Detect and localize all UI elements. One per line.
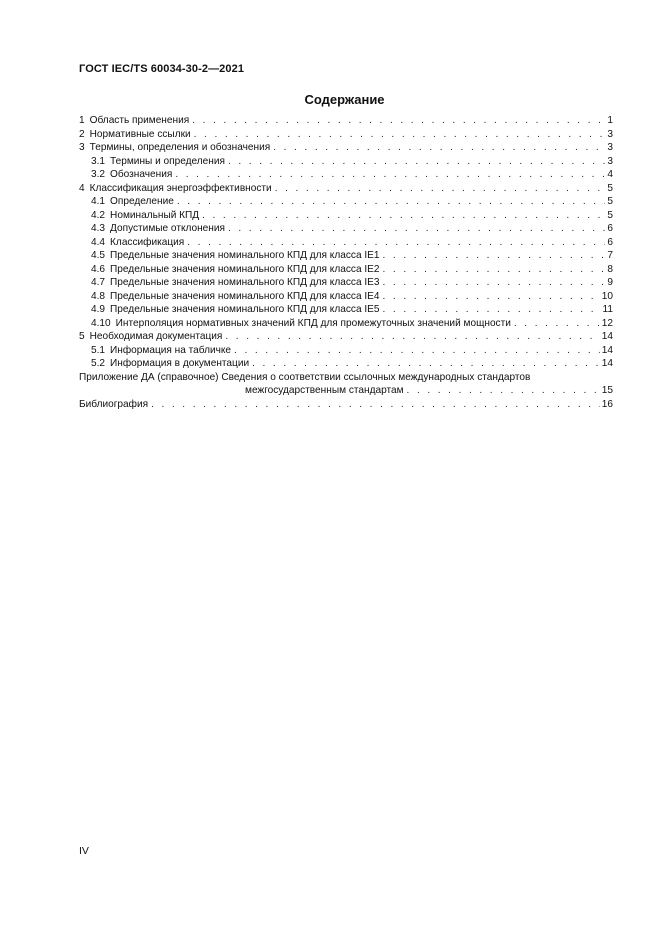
toc-entry-page: 14 — [601, 358, 613, 369]
toc-entry-title: Предельные значения номинального КПД для класса IE1 — [110, 250, 380, 261]
toc-entry-page: 6 — [607, 223, 613, 234]
toc-entry-page: 11 — [602, 304, 613, 315]
toc-entry-annex[interactable] — [79, 371, 613, 398]
toc-leader-dots — [275, 182, 606, 196]
toc-entry-title: Предельные значения номинального КПД для класса IE4 — [110, 290, 380, 302]
toc-entry-5-1[interactable] — [79, 344, 613, 358]
toc-entry-number: 4.7 — [91, 277, 106, 288]
toc-entry-page: 5 — [607, 196, 613, 207]
toc-leader-dots — [407, 384, 600, 398]
toc-entry-4-4[interactable] — [79, 236, 613, 250]
toc-entry-number: 5.2 — [91, 358, 106, 369]
toc-entry-4-5[interactable] — [79, 249, 613, 263]
toc-entry-4-8[interactable] — [79, 290, 613, 304]
toc-entry-number: 3.1 — [91, 155, 106, 167]
toc-entry-number: 5 — [79, 331, 85, 342]
toc-entry-title: Классификация энергоэффективности — [89, 182, 272, 194]
toc-entry-number: 4.5 — [91, 250, 106, 261]
toc-entry-page: 9 — [607, 277, 613, 288]
toc-entry-1[interactable] — [79, 114, 613, 128]
toc-entry-3-2[interactable] — [79, 168, 613, 182]
toc-entry-page: 5 — [607, 209, 613, 221]
document-header: ГОСТ IEC/TS 60034-30-2—2021 — [79, 63, 245, 75]
toc-leader-dots — [192, 114, 605, 128]
toc-entry-page: 14 — [601, 331, 613, 342]
toc-entry-4[interactable] — [79, 182, 613, 196]
table-of-contents — [79, 114, 613, 411]
toc-leader-dots — [383, 249, 606, 263]
toc-entry-number: 4.1 — [91, 196, 106, 207]
toc-entry-title: Информация на табличке — [110, 344, 232, 356]
toc-leader-dots — [202, 209, 605, 223]
toc-entry-number: 4.8 — [91, 290, 106, 302]
toc-entry-title: Необходимая документация — [89, 331, 223, 342]
toc-entry-3-1[interactable] — [79, 155, 613, 169]
toc-leader-dots — [177, 195, 606, 209]
toc-entry-number: 3 — [79, 142, 85, 153]
toc-leader-dots — [383, 263, 606, 277]
toc-leader-dots — [383, 303, 601, 317]
toc-entry-number: 4.10 — [91, 317, 111, 329]
toc-entry-4-7[interactable] — [79, 276, 613, 290]
toc-entry-title: Предельные значения номинального КПД для класса IE5 — [110, 304, 380, 315]
toc-leader-dots — [187, 236, 605, 250]
toc-entry-number: 4.3 — [91, 223, 106, 234]
toc-entry-page: 10 — [601, 290, 613, 302]
toc-leader-dots — [383, 290, 600, 304]
toc-entry-title: Нормативные ссылки — [89, 128, 191, 140]
toc-leader-dots — [228, 155, 605, 169]
toc-entry-4-6[interactable] — [79, 263, 613, 277]
toc-entry-4-2[interactable] — [79, 209, 613, 223]
toc-entry-number: 4.6 — [91, 263, 106, 275]
toc-entry-page: 6 — [607, 236, 613, 248]
toc-leader-dots — [228, 222, 605, 236]
toc-entry-bibliography[interactable] — [79, 398, 613, 412]
toc-entry-title: Обозначения — [110, 169, 173, 180]
toc-entry-title: Предельные значения номинального КПД для класса IE2 — [110, 263, 380, 275]
toc-entry-number: 4.4 — [91, 236, 106, 248]
toc-entry-number: 4.2 — [91, 209, 106, 221]
toc-leader-dots — [225, 330, 599, 344]
toc-entry-page: 16 — [601, 398, 613, 410]
toc-entry-5[interactable] — [79, 330, 613, 344]
toc-entry-page: 12 — [601, 317, 613, 329]
toc-entry-title: Предельные значения номинального КПД для класса IE3 — [110, 277, 380, 288]
toc-entry-number: 1 — [79, 115, 85, 126]
page-number: IV — [79, 845, 89, 857]
toc-entry-number: 2 — [79, 128, 85, 140]
toc-entry-page: 15 — [601, 385, 613, 396]
toc-entry-number: 3.2 — [91, 169, 106, 180]
toc-entry-page: 4 — [607, 169, 613, 180]
toc-entry-title: Определение — [110, 196, 174, 207]
toc-leader-dots — [273, 141, 605, 155]
toc-leader-dots — [175, 168, 605, 182]
toc-entry-page: 5 — [607, 182, 613, 194]
toc-entry-title: Информация в документации — [110, 358, 250, 369]
toc-entry-number: 4 — [79, 182, 85, 194]
toc-entry-title: Номинальный КПД — [110, 209, 200, 221]
toc-entry-page: 8 — [607, 263, 613, 275]
toc-entry-page: 3 — [607, 142, 613, 153]
toc-title: Содержание — [304, 92, 385, 107]
toc-entry-title: Термины и определения — [110, 155, 225, 167]
toc-entry-page: 1 — [607, 115, 613, 126]
toc-entry-title: Библиография — [79, 398, 149, 410]
toc-entry-page: 3 — [607, 128, 613, 140]
toc-leader-dots — [514, 317, 600, 331]
toc-entry-page: 7 — [607, 250, 613, 261]
toc-entry-number: 4.9 — [91, 304, 106, 315]
toc-entry-4-1[interactable] — [79, 195, 613, 209]
toc-entry-page: 14 — [601, 344, 613, 356]
toc-entry-title: Термины, определения и обозначения — [89, 142, 271, 153]
toc-entry-4-10[interactable] — [79, 317, 613, 331]
toc-entry-title: Допустимые отклонения — [110, 223, 225, 234]
toc-entry-5-2[interactable] — [79, 357, 613, 371]
toc-leader-dots — [383, 276, 606, 290]
toc-leader-dots — [194, 128, 606, 142]
toc-leader-dots — [252, 357, 600, 371]
toc-entry-3[interactable] — [79, 141, 613, 155]
toc-leader-dots — [151, 398, 600, 412]
toc-entry-2[interactable] — [79, 128, 613, 142]
toc-entry-title: Область применения — [89, 115, 190, 126]
toc-leader-dots — [234, 344, 600, 358]
toc-entry-page: 3 — [607, 155, 613, 167]
toc-entry-title: Классификация — [110, 236, 185, 248]
toc-entry-4-3[interactable] — [79, 222, 613, 236]
annex-title-line1: Приложение ДА (справочное) Сведения о соответствии ссылочных международных стандартов — [79, 371, 531, 383]
toc-entry-4-9[interactable] — [79, 303, 613, 317]
toc-entry-number: 5.1 — [91, 344, 106, 356]
annex-title-line2: межгосударственным стандартам — [245, 385, 404, 396]
annex-title-line2-row — [79, 384, 613, 398]
toc-entry-title: Интерполяция нормативных значений КПД для промежуточных значений мощности — [115, 317, 511, 329]
